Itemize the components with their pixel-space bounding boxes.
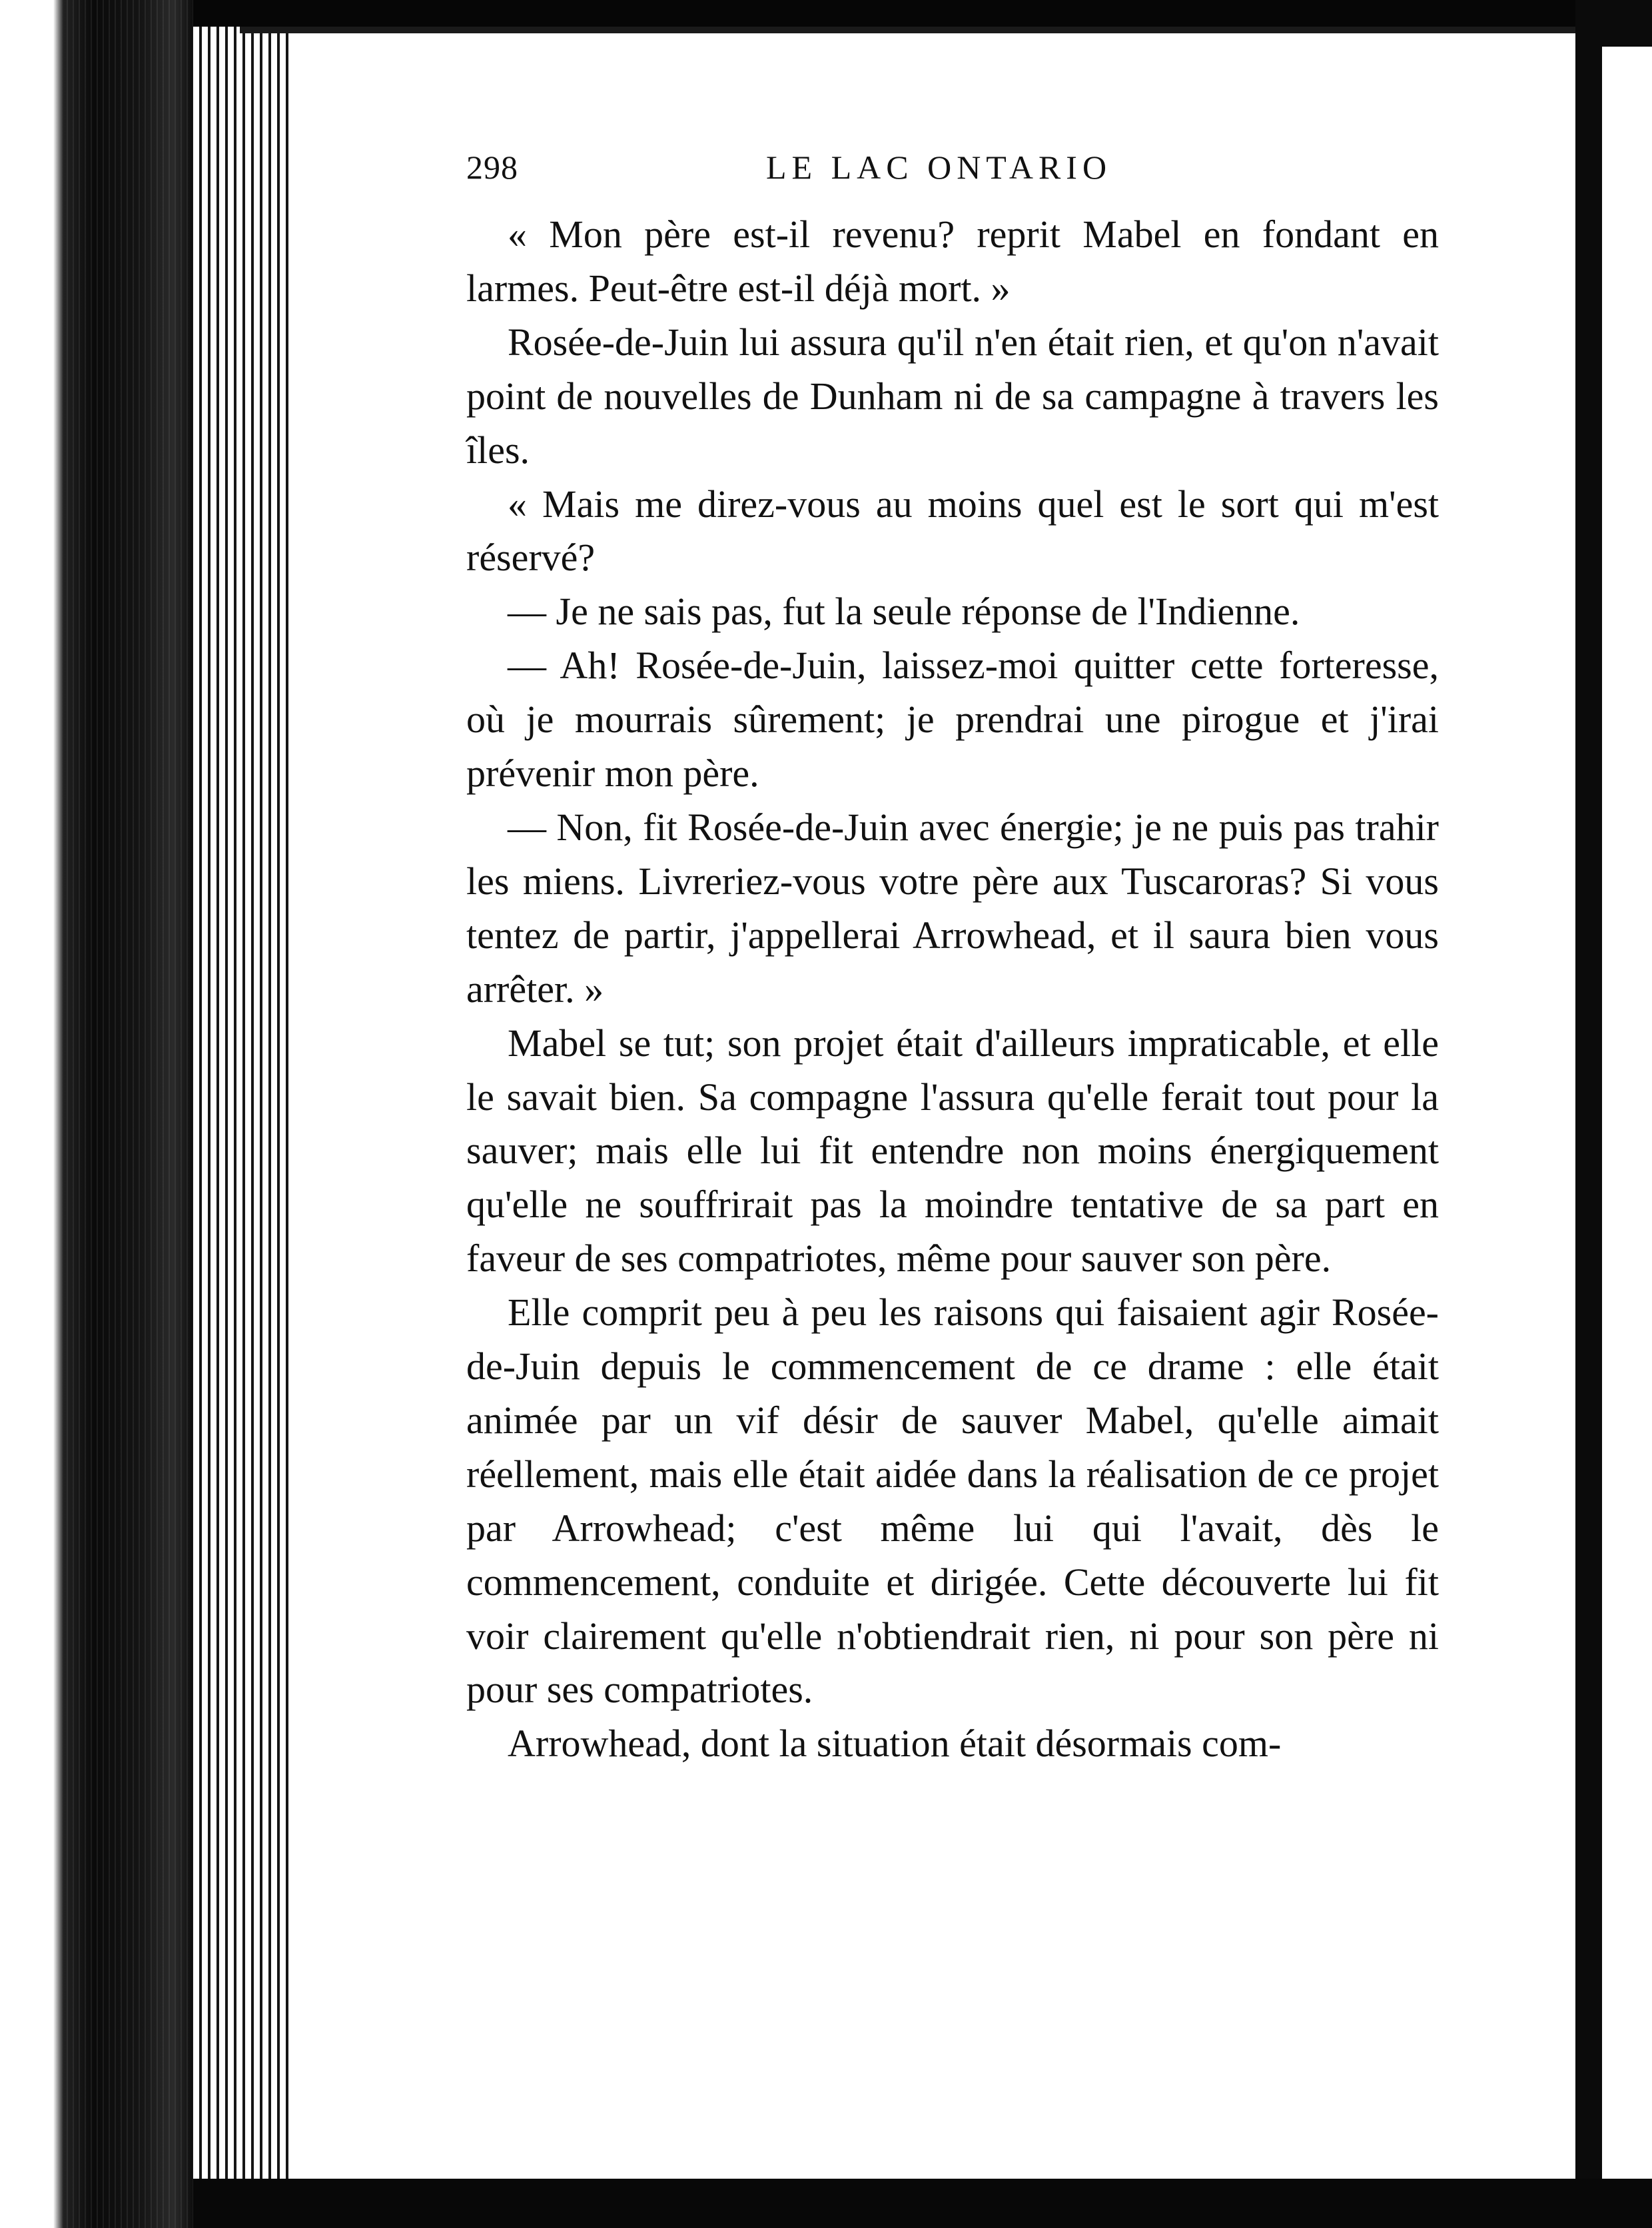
paragraph: Mabel se tut; son projet était d'ailleurs impraticable, et elle le savait bien. Sa compagne l'assura qu'elle ferait tout pour la sauver; mais elle lui fit entendre non moins énergiquement qu'elle ne souffrirait pas la moindre tentative de sa part en faveur de ses compatriotes, même pour sauver son père. bbox=[466, 1021, 1439, 1281]
book-spine bbox=[0, 0, 193, 2228]
running-title: LE LAC ONTARIO bbox=[766, 149, 1112, 186]
paragraph: — Je ne sais pas, fut la seule réponse de l'Indienne. bbox=[508, 590, 1300, 634]
paragraph: — Non, fit Rosée-de-Juin avec énergie; je ne puis pas trahir les miens. Livreriez-vous votre père aux Tuscaroras? Si vous tentez de partir, j'appellerai Arrowhead, et il saura bien vous arrêter. » bbox=[466, 805, 1439, 1011]
scan-bottom-border bbox=[193, 2179, 1652, 2228]
paragraph: — Ah! Rosée-de-Juin, laissez-moi quitter cette forteresse, où je mourrais sûrement; je prendrai une pirogue et j'irai prévenir mon père. bbox=[466, 644, 1439, 796]
scan-right-border bbox=[1575, 0, 1652, 2228]
page-stack-edges bbox=[193, 27, 293, 2179]
page-number: 298 bbox=[466, 149, 518, 186]
running-header bbox=[466, 148, 1479, 195]
paragraph: Arrowhead, dont la situation était désormais com- bbox=[508, 1722, 1282, 1766]
body-text bbox=[466, 208, 1439, 1771]
spine-texture bbox=[67, 0, 193, 2228]
paragraph: « Mon père est-il revenu? reprit Mabel en fondant en larmes. Peut-être est-il déjà mort. » bbox=[466, 213, 1439, 310]
paragraph: « Mais me direz-vous au moins quel est le sort qui m'est réservé? bbox=[466, 482, 1439, 580]
paragraph: Elle comprit peu à peu les raisons qui faisaient agir Rosée-de-Juin depuis le commencement de ce drame : elle était animée par un vif désir de sauver Mabel, qu'elle aimait réellement, mais elle était aidée dans la réalisation de ce projet par Arrowhead; c'est même lui qui l'avait, dès le commencement, conduite et dirigée. Cette découverte lui fit voir clairement qu'elle n'obtiendrait rien, ni pour son père ni pour ses compatriotes. bbox=[466, 1291, 1439, 1712]
page-top-edge bbox=[240, 27, 1579, 33]
paragraph: Rosée-de-Juin lui assura qu'il n'en était rien, et qu'on n'avait point de nouvelles de Dunham ni de sa campagne à travers les îles. bbox=[466, 320, 1439, 472]
next-page-sliver bbox=[1602, 47, 1652, 2179]
scan-top-border bbox=[0, 0, 1652, 27]
